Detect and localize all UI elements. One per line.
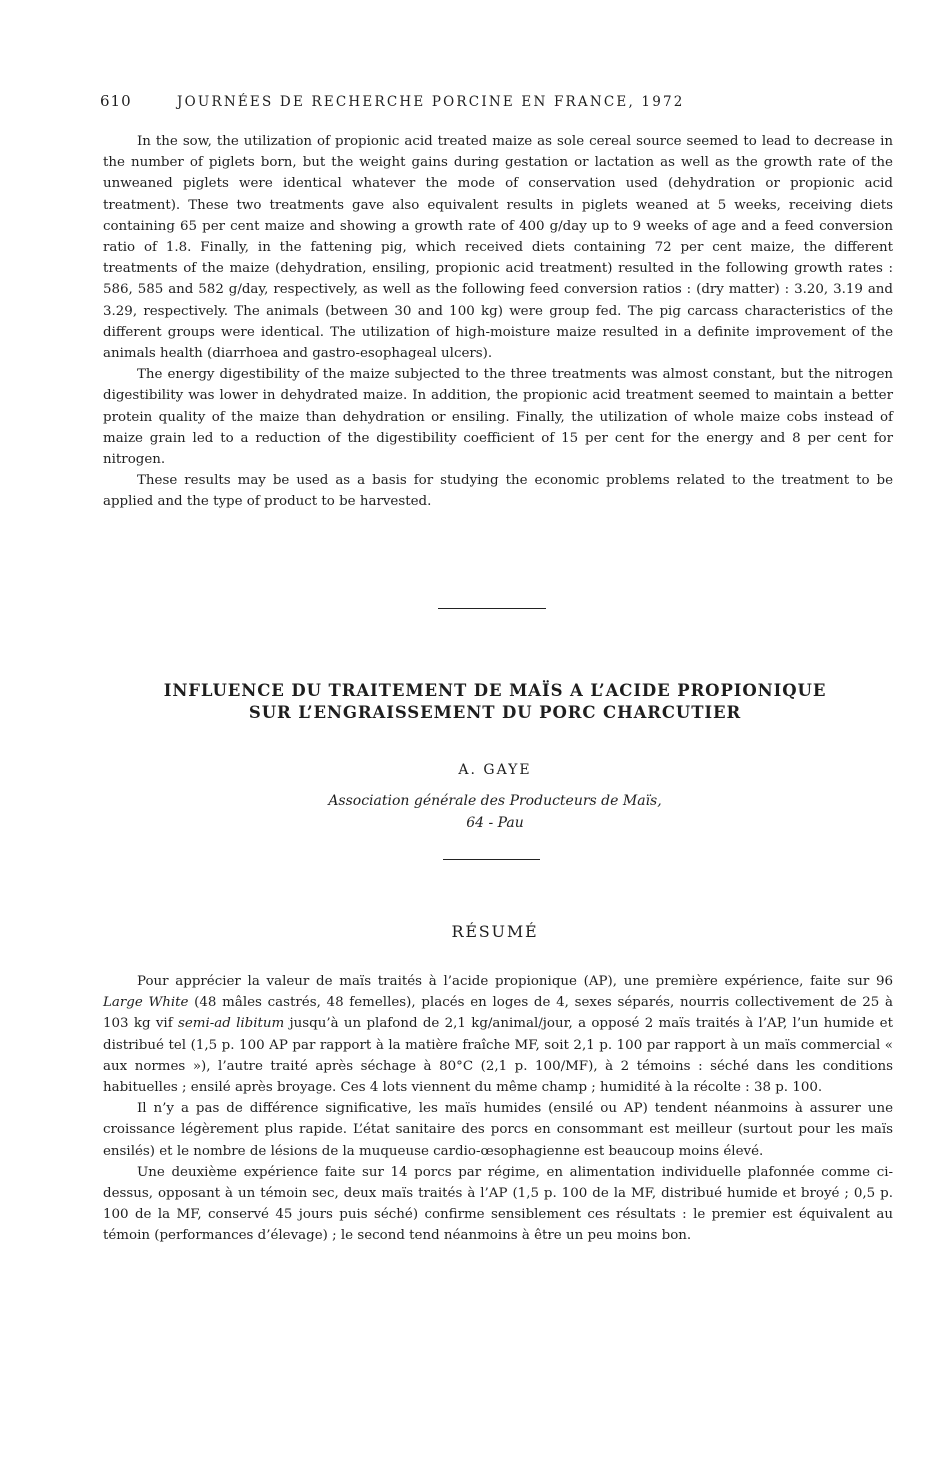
resume-text: (48 mâles castrés, 48 femelles), placés en loges de 4, sexes séparés, nourris collectivement de 25 à 103 kg vif bbox=[103, 995, 893, 1032]
english-paragraph-1: In the sow, the utilization of propionic acid treated maize as sole cereal source seemed to lead to decrease in the number of piglets born, but the weight gains during gestation or lactation as well as the growth rate of the unweaned piglets were identical whatever the mode of conservation used (dehydration or propionic acid treatment). These two treatments gave also equivalent results in piglets weaned at 5 weeks, receiving diets containing 65 per cent maize and showing a growth rate of 400 g/day up to 9 weeks of age and a feed conversion ratio of 1.8. Finally, in the fattening pig, which received diets containing 72 per cent maize, the different treatments of the maize (dehydration, ensiling, propionic acid treatment) resulted in the following growth rates : 586, 585 and 582 g/day, respectively, as well as the following feed conversion ratios : (dry matter) : 3.20, 3.19 and 3.29, respectively. The animals (between 30 and 100 kg) were group fed. The pig carcass characteristics of the different groups were identical. The utilization of high-moisture maize resulted in a definite improvement of the animals health (diarrhoea and gastro-esophageal ulcers). bbox=[103, 134, 893, 362]
article-title-line-1: INFLUENCE DU TRAITEMENT DE MAÏS A L’ACIDE PROPIONIQUE bbox=[163, 681, 827, 700]
section-divider bbox=[443, 859, 540, 860]
affiliation-line-1: Association générale des Producteurs de Maïs, bbox=[328, 793, 662, 809]
resume-heading: RÉSUMÉ bbox=[451, 922, 539, 941]
article-title-line-2: SUR L’ENGRAISSEMENT DU PORC CHARCUTIER bbox=[248, 703, 742, 722]
article-title bbox=[100, 680, 890, 724]
english-paragraph-3: These results may be used as a basis for studying the economic problems related to the treatment to be applied and the type of product to be harvested. bbox=[103, 473, 893, 510]
article-author: A. GAYE bbox=[458, 762, 532, 778]
resume-paragraph-1 bbox=[103, 971, 893, 1098]
resume-paragraph-2: Il n’y a pas de différence significative, les maïs humides (ensilé ou AP) tendent néanmoins à assurer une croissance légèrement plus rapide. L’état sanitaire des porcs en consommant est meilleur (surtout pour les maïs ensilés) et le nombre de lésions de la muqueuse cardio-œsophagienne est beaucoup moins élevé. bbox=[103, 1101, 893, 1159]
english-summary bbox=[103, 131, 893, 513]
page-number: 610 bbox=[100, 92, 132, 110]
feeding-term: semi-ad libitum bbox=[177, 1016, 285, 1032]
running-title: JOURNÉES DE RECHERCHE PORCINE EN FRANCE, 1972 bbox=[177, 94, 685, 110]
affiliation-line-2: 64 - Pau bbox=[466, 815, 524, 831]
section-divider bbox=[438, 608, 546, 609]
author-affiliation bbox=[100, 790, 890, 834]
english-paragraph-2: The energy digestibility of the maize subjected to the three treatments was almost constant, but the nitrogen digestibility was lower in dehydrated maize. In addition, the propionic acid treatment seemed to maintain a better protein quality of the maize than dehydration or ensiling. Finally, the utilization of whole maize cobs instead of maize grain led to a reduction of the digestibility coefficient of 15 per cent for the energy and 8 per cent for nitrogen. bbox=[103, 367, 893, 468]
resume-text: Pour apprécier la valeur de maïs traités à l’acide propionique (AP), une première expérience, faite sur 96 bbox=[137, 974, 893, 989]
resume-paragraph-3: Une deuxième expérience faite sur 14 porcs par régime, en alimentation individuelle plafonnée comme ci-dessus, opposant à un témoin sec, deux maïs traités à l’AP (1,5 p. 100 de la MF, distribué humide et broyé ; 0,5 p. 100 de la MF, conservé 45 jours puis séché) confirme sensiblement ces résultats : le premier est équivalent au témoin (performances d’élevage) ; le second tend néanmoins à être un peu moins bon. bbox=[103, 1164, 893, 1244]
french-resume bbox=[103, 971, 893, 1247]
resume-text: jusqu’à un plafond de 2,1 kg/animal/jour, a opposé 2 maïs traités à l’AP, l’un humide et distribué tel (1,5 p. 100 AP par rapport à la matière fraîche MF, soit 2,1 p. 100 par rapport à un maïs commercial « aux normes »), l’autre traité après séchage à 80°C (2,1 p. 100/MF), à 2 témoins : séché dans les conditions habituelles ; ensilé après broyage. Ces 4 lots viennent du même champ ; humidité à la récolte : 38 p. 100. bbox=[103, 1016, 893, 1096]
page-header bbox=[100, 92, 760, 110]
breed-name: Large White bbox=[103, 995, 189, 1011]
